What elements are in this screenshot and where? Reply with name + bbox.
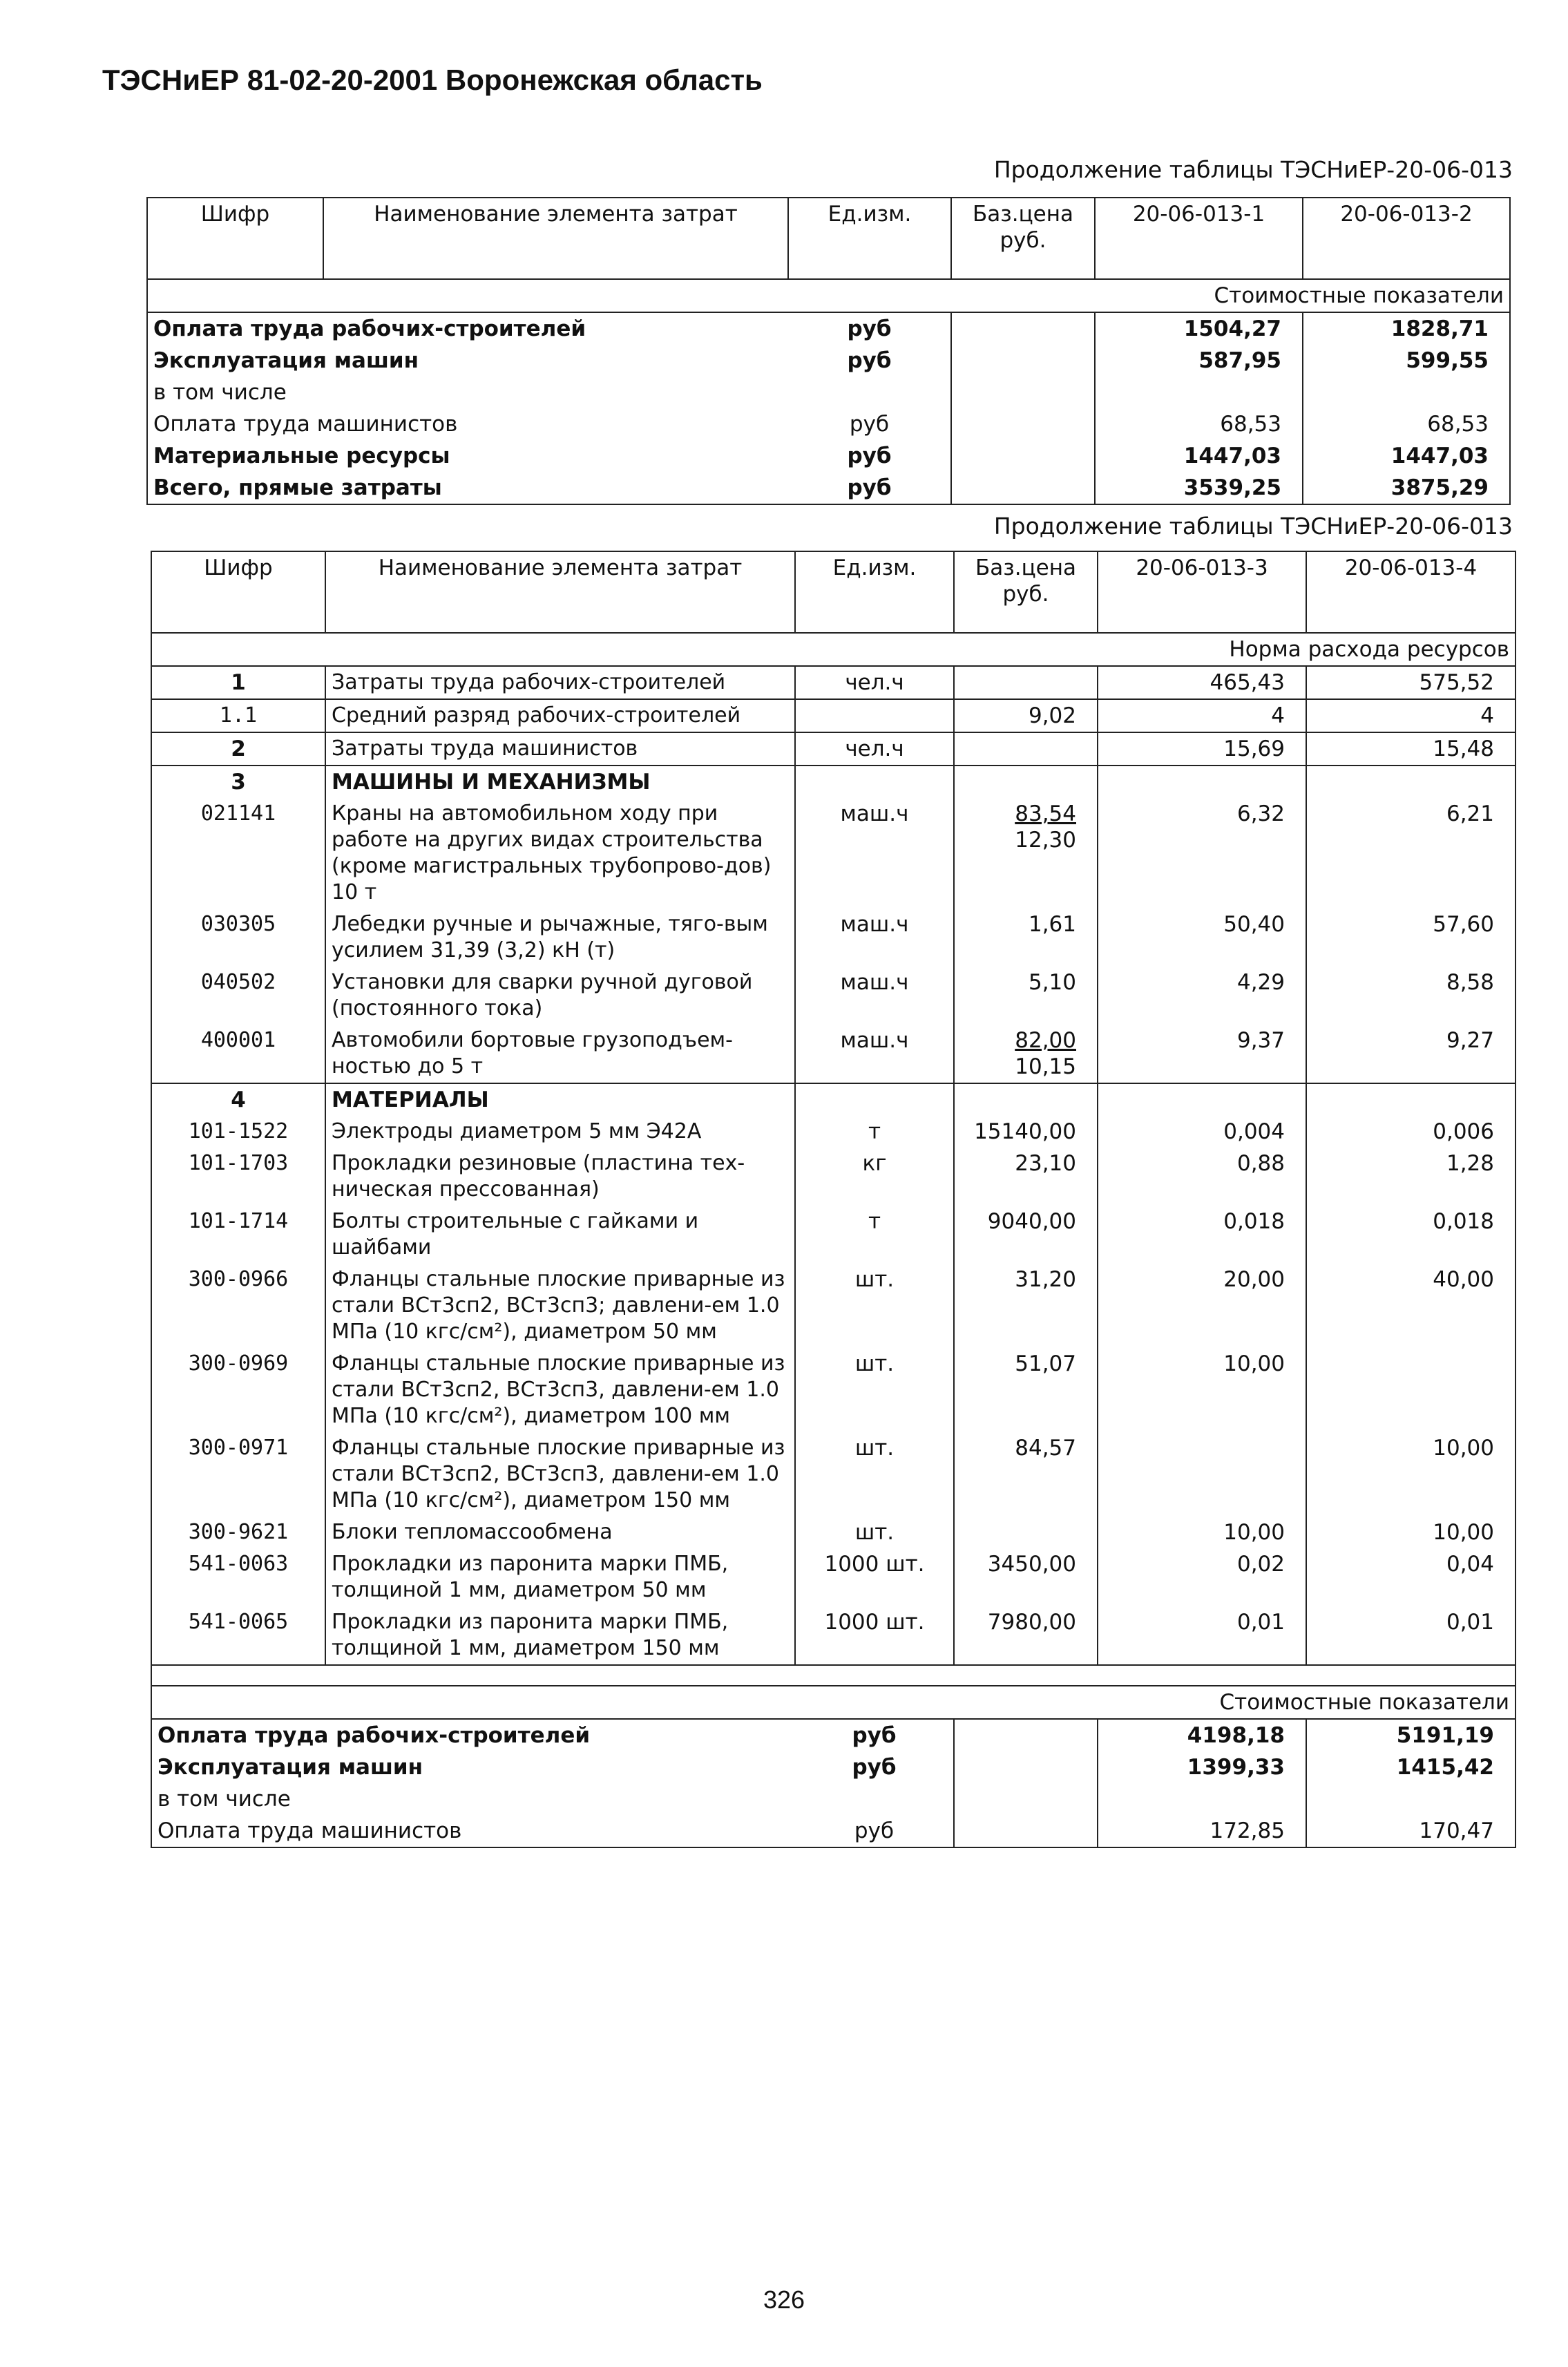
resource-name: Болты строительные с гайками и шайбами xyxy=(325,1206,795,1264)
material-row xyxy=(151,1148,1516,1206)
cost-row xyxy=(151,1783,1516,1815)
resource-value-2: 4 xyxy=(1306,699,1516,732)
cost-row xyxy=(147,312,1510,345)
cost-row xyxy=(151,1719,1516,1751)
resource-code: 300-9621 xyxy=(151,1517,325,1548)
section-number: 4 xyxy=(151,1083,325,1116)
cost-value-2: 1447,03 xyxy=(1303,440,1510,472)
material-row xyxy=(151,1348,1516,1432)
cost-unit xyxy=(788,377,951,408)
resource-code: 030305 xyxy=(151,909,325,967)
resource-unit: 1000 шт. xyxy=(795,1606,954,1665)
page-header: ТЭСНиЕР 81-02-20-2001 Воронежская область xyxy=(102,64,763,96)
resource-name: Автомобили бортовые грузоподъем-ностью до 5 т xyxy=(325,1025,795,1083)
resource-unit: шт. xyxy=(795,1264,954,1348)
resource-value-1: 465,43 xyxy=(1098,666,1306,699)
resource-unit: т xyxy=(795,1206,954,1264)
resource-code: 541-0063 xyxy=(151,1548,325,1606)
machines-heading-row xyxy=(151,766,1516,798)
resource-name: Фланцы стальные плоские приварные из стали ВСт3сп2, ВСт3сп3; давлени-ем 1.0 МПа (10 кгс/см²), диаметром 50 мм xyxy=(325,1264,795,1348)
cost-unit: руб xyxy=(788,472,951,504)
resource-value-1 xyxy=(1098,766,1306,798)
col-header-name: Наименование элемента затрат xyxy=(323,198,788,279)
resource-unit: маш.ч xyxy=(795,1025,954,1083)
resource-base-price: 51,07 xyxy=(954,1348,1098,1432)
cost-value-2: 3875,29 xyxy=(1303,472,1510,504)
resource-value-2: 10,00 xyxy=(1306,1517,1516,1548)
cost-unit: руб xyxy=(788,440,951,472)
resource-value-2: 0,018 xyxy=(1306,1206,1516,1264)
resource-table-2 xyxy=(151,551,1516,1848)
resource-unit: шт. xyxy=(795,1348,954,1432)
base-price-value: 83,54 xyxy=(1015,801,1076,826)
resource-base-price xyxy=(954,666,1098,699)
section-title: Норма расхода ресурсов xyxy=(325,633,1516,666)
cost-base-price xyxy=(951,345,1095,377)
cost-value-1: 68,53 xyxy=(1095,408,1303,440)
resource-value-1: 0,004 xyxy=(1098,1116,1306,1148)
resource-name: Прокладки резиновые (пластина тех-ническая прессованная) xyxy=(325,1148,795,1206)
resource-value-1: 4,29 xyxy=(1098,967,1306,1025)
cost-name: Всего, прямые затраты xyxy=(147,472,788,504)
cost-unit: руб xyxy=(788,408,951,440)
section-number: 3 xyxy=(151,766,325,798)
materials-heading-row xyxy=(151,1083,1516,1116)
col-header-variant-1: 20-06-013-1 xyxy=(1095,198,1303,279)
resource-code: 300-0971 xyxy=(151,1432,325,1517)
cost-base-price xyxy=(954,1751,1098,1783)
resource-value-2 xyxy=(1306,766,1516,798)
cost-unit: руб xyxy=(788,345,951,377)
resource-base-price: 7980,00 xyxy=(954,1606,1098,1665)
resource-code: 541-0065 xyxy=(151,1606,325,1665)
resource-value-1: 0,88 xyxy=(1098,1148,1306,1206)
resource-name: Затраты труда рабочих-строителей xyxy=(325,666,795,699)
spacer-cell xyxy=(151,1665,325,1686)
cost-row xyxy=(147,440,1510,472)
resource-base-price xyxy=(954,766,1098,798)
col-header-unit: Ед.изм. xyxy=(795,551,954,633)
material-row xyxy=(151,1432,1516,1517)
cost-value-2: 170,47 xyxy=(1306,1815,1516,1847)
resource-code: 101-1522 xyxy=(151,1116,325,1148)
col-header-variant-4: 20-06-013-4 xyxy=(1306,551,1516,633)
resource-code: 400001 xyxy=(151,1025,325,1083)
cost-value-1: 3539,25 xyxy=(1095,472,1303,504)
resource-base-price: 3450,00 xyxy=(954,1548,1098,1606)
material-row xyxy=(151,1517,1516,1548)
resource-base-price xyxy=(954,798,1098,909)
resource-code: 1 xyxy=(151,666,325,699)
resource-name: Средний разряд рабочих-строителей xyxy=(325,699,795,732)
spacer-cell xyxy=(151,1686,325,1719)
resource-value-2: 0,01 xyxy=(1306,1606,1516,1665)
cost-name: в том числе xyxy=(147,377,788,408)
table2-header-row xyxy=(151,551,1516,633)
resource-value-1 xyxy=(1098,1432,1306,1517)
resource-name: Электроды диаметром 5 мм Э42А xyxy=(325,1116,795,1148)
resource-name: Прокладки из паронита марки ПМБ, толщиной 1 мм, диаметром 50 мм xyxy=(325,1548,795,1606)
cost-name: в том числе xyxy=(151,1783,795,1815)
resource-name: Блоки тепломассообмена xyxy=(325,1517,795,1548)
resource-unit xyxy=(795,1083,954,1116)
resource-code: 021141 xyxy=(151,798,325,909)
resource-base-price xyxy=(954,909,1098,967)
machine-row xyxy=(151,967,1516,1025)
material-row xyxy=(151,1264,1516,1348)
cost-unit: руб xyxy=(795,1815,954,1847)
material-row xyxy=(151,1606,1516,1665)
resource-code: 2 xyxy=(151,732,325,766)
section-title: Стоимостные показатели xyxy=(323,279,1510,312)
resource-name: Фланцы стальные плоские приварные из стали ВСт3сп2, ВСт3сп3, давлени-ем 1.0 МПа (10 кгс/см²), диаметром 150 мм xyxy=(325,1432,795,1517)
resource-value-2: 0,006 xyxy=(1306,1116,1516,1148)
cost-value-2: 68,53 xyxy=(1303,408,1510,440)
cost-value-2: 1415,42 xyxy=(1306,1751,1516,1783)
cost-unit: руб xyxy=(795,1751,954,1783)
resource-name: Прокладки из паронита марки ПМБ, толщиной 1 мм, диаметром 150 мм xyxy=(325,1606,795,1665)
resource-name: Лебедки ручные и рычажные, тяго-вым усилием 31,39 (3,2) кН (т) xyxy=(325,909,795,967)
labor-row xyxy=(151,732,1516,766)
resource-code: 101-1703 xyxy=(151,1148,325,1206)
resource-name: Краны на автомобильном ходу при работе на других видах строительства (кроме магистральных трубопрово-дов) 10 т xyxy=(325,798,795,909)
cost-value-2: 5191,19 xyxy=(1306,1719,1516,1751)
cost-base-price xyxy=(951,377,1095,408)
col-header-name: Наименование элемента затрат xyxy=(325,551,795,633)
resource-unit: маш.ч xyxy=(795,798,954,909)
col-header-variant-2: 20-06-013-2 xyxy=(1303,198,1510,279)
resource-value-1: 0,01 xyxy=(1098,1606,1306,1665)
cost-name: Оплата труда рабочих-строителей xyxy=(147,312,788,345)
base-price-operator-wage: 12,30 xyxy=(1015,828,1076,853)
cost-row xyxy=(151,1751,1516,1783)
material-row xyxy=(151,1548,1516,1606)
cost-value-1: 1504,27 xyxy=(1095,312,1303,345)
resource-unit xyxy=(795,766,954,798)
cost-value-2 xyxy=(1306,1783,1516,1815)
resource-base-price: 23,10 xyxy=(954,1148,1098,1206)
resource-value-1: 6,32 xyxy=(1098,798,1306,909)
resource-value-2: 10,00 xyxy=(1306,1432,1516,1517)
table1-section-row xyxy=(147,279,1510,312)
resource-code: 101-1714 xyxy=(151,1206,325,1264)
cost-row xyxy=(147,408,1510,440)
resource-value-1: 50,40 xyxy=(1098,909,1306,967)
resource-base-price: 84,57 xyxy=(954,1432,1098,1517)
cost-table-1 xyxy=(146,197,1511,505)
machine-row xyxy=(151,798,1516,909)
cost-unit xyxy=(795,1783,954,1815)
resource-unit: маш.ч xyxy=(795,967,954,1025)
resource-value-1: 9,37 xyxy=(1098,1025,1306,1083)
cost-value-1 xyxy=(1095,377,1303,408)
resource-value-1: 10,00 xyxy=(1098,1517,1306,1548)
resource-value-1: 15,69 xyxy=(1098,732,1306,766)
resource-name: Фланцы стальные плоские приварные из стали ВСт3сп2, ВСт3сп3, давлени-ем 1.0 МПа (10 кгс/см²), диаметром 100 мм xyxy=(325,1348,795,1432)
cost-base-price xyxy=(954,1815,1098,1847)
resource-value-2: 0,04 xyxy=(1306,1548,1516,1606)
cost-name: Материальные ресурсы xyxy=(147,440,788,472)
resource-name: Затраты труда машинистов xyxy=(325,732,795,766)
col-header-base-price: Баз.цена руб. xyxy=(954,551,1098,633)
cost-name: Оплата труда рабочих-строителей xyxy=(151,1719,795,1751)
cost-value-1 xyxy=(1098,1783,1306,1815)
cost-base-price xyxy=(954,1783,1098,1815)
labor-row xyxy=(151,666,1516,699)
cost-name: Эксплуатация машин xyxy=(147,345,788,377)
table2-continuation-caption: Продолжение таблицы ТЭСНиЕР-20-06-013 xyxy=(993,513,1513,540)
resource-base-price: 31,20 xyxy=(954,1264,1098,1348)
resource-value-2 xyxy=(1306,1348,1516,1432)
resource-base-price: 9040,00 xyxy=(954,1206,1098,1264)
resource-base-price xyxy=(954,732,1098,766)
table1-header-row xyxy=(147,198,1510,279)
resource-value-1: 0,02 xyxy=(1098,1548,1306,1606)
resource-value-2: 9,27 xyxy=(1306,1025,1516,1083)
cost-value-2: 599,55 xyxy=(1303,345,1510,377)
base-price-value: 5,10 xyxy=(1028,970,1076,995)
table1-continuation-caption: Продолжение таблицы ТЭСНиЕР-20-06-013 xyxy=(993,156,1513,183)
cost-base-price xyxy=(951,440,1095,472)
resource-value-1: 4 xyxy=(1098,699,1306,732)
resource-base-price xyxy=(954,1025,1098,1083)
resource-unit: шт. xyxy=(795,1517,954,1548)
col-header-code: Шифр xyxy=(147,198,323,279)
cost-row xyxy=(147,472,1510,504)
resource-code: 1.1 xyxy=(151,699,325,732)
cost-unit: руб xyxy=(795,1719,954,1751)
cost-name: Оплата труда машинистов xyxy=(147,408,788,440)
cost-value-2 xyxy=(1303,377,1510,408)
resource-base-price xyxy=(954,1517,1098,1548)
machine-row xyxy=(151,909,1516,967)
cost-value-1: 587,95 xyxy=(1095,345,1303,377)
resource-unit: т xyxy=(795,1116,954,1148)
resource-code: 300-0966 xyxy=(151,1264,325,1348)
cost-base-price xyxy=(951,472,1095,504)
resource-base-price xyxy=(954,1083,1098,1116)
resource-value-2: 575,52 xyxy=(1306,666,1516,699)
resource-unit: маш.ч xyxy=(795,909,954,967)
resource-value-2: 40,00 xyxy=(1306,1264,1516,1348)
resource-code: 040502 xyxy=(151,967,325,1025)
labor-row xyxy=(151,699,1516,732)
resource-value-2: 1,28 xyxy=(1306,1148,1516,1206)
resource-value-2 xyxy=(1306,1083,1516,1116)
cost-value-1: 172,85 xyxy=(1098,1815,1306,1847)
resource-value-2: 57,60 xyxy=(1306,909,1516,967)
cost-base-price xyxy=(951,408,1095,440)
resource-unit: шт. xyxy=(795,1432,954,1517)
resource-code: 300-0969 xyxy=(151,1348,325,1432)
base-price-value: 1,61 xyxy=(1028,912,1076,937)
table2-section-row xyxy=(151,633,1516,666)
spacer-row xyxy=(151,1665,1516,1686)
base-price-value: 82,00 xyxy=(1015,1028,1076,1053)
resource-unit: чел.ч xyxy=(795,732,954,766)
section-heading: МАТЕРИАЛЫ xyxy=(325,1083,795,1116)
resource-unit: кг xyxy=(795,1148,954,1206)
cost-value-1: 4198,18 xyxy=(1098,1719,1306,1751)
cost-name: Оплата труда машинистов xyxy=(151,1815,795,1847)
material-row xyxy=(151,1206,1516,1264)
resource-unit: чел.ч xyxy=(795,666,954,699)
cost-name: Эксплуатация машин xyxy=(151,1751,795,1783)
cost-value-1: 1447,03 xyxy=(1095,440,1303,472)
cost-value-1: 1399,33 xyxy=(1098,1751,1306,1783)
cost-row xyxy=(147,377,1510,408)
cost-unit: руб xyxy=(788,312,951,345)
base-price-operator-wage: 10,15 xyxy=(1015,1054,1076,1079)
resource-value-2: 6,21 xyxy=(1306,798,1516,909)
resource-base-price xyxy=(954,967,1098,1025)
resource-unit: 1000 шт. xyxy=(795,1548,954,1606)
col-header-code: Шифр xyxy=(151,551,325,633)
resource-name: Установки для сварки ручной дуговой (постоянного тока) xyxy=(325,967,795,1025)
col-header-variant-3: 20-06-013-3 xyxy=(1098,551,1306,633)
col-header-base-price: Баз.цена руб. xyxy=(951,198,1095,279)
section-title: Стоимостные показатели xyxy=(325,1686,1516,1719)
section-heading: МАШИНЫ И МЕХАНИЗМЫ xyxy=(325,766,795,798)
spacer-cell xyxy=(325,1665,1516,1686)
page-number: 326 xyxy=(763,2285,805,2314)
cost-value-2: 1828,71 xyxy=(1303,312,1510,345)
resource-value-1: 10,00 xyxy=(1098,1348,1306,1432)
resource-value-2: 15,48 xyxy=(1306,732,1516,766)
cost-row xyxy=(151,1815,1516,1847)
machine-row xyxy=(151,1025,1516,1083)
cost-row xyxy=(147,345,1510,377)
resource-value-1 xyxy=(1098,1083,1306,1116)
cost-base-price xyxy=(954,1719,1098,1751)
resource-value-1: 0,018 xyxy=(1098,1206,1306,1264)
cost-base-price xyxy=(951,312,1095,345)
resource-value-1: 20,00 xyxy=(1098,1264,1306,1348)
resource-base-price: 15140,00 xyxy=(954,1116,1098,1148)
col-header-unit: Ед.изм. xyxy=(788,198,951,279)
resource-unit xyxy=(795,699,954,732)
cost-section-row xyxy=(151,1686,1516,1719)
material-row xyxy=(151,1116,1516,1148)
resource-base-price: 9,02 xyxy=(954,699,1098,732)
resource-value-2: 8,58 xyxy=(1306,967,1516,1025)
